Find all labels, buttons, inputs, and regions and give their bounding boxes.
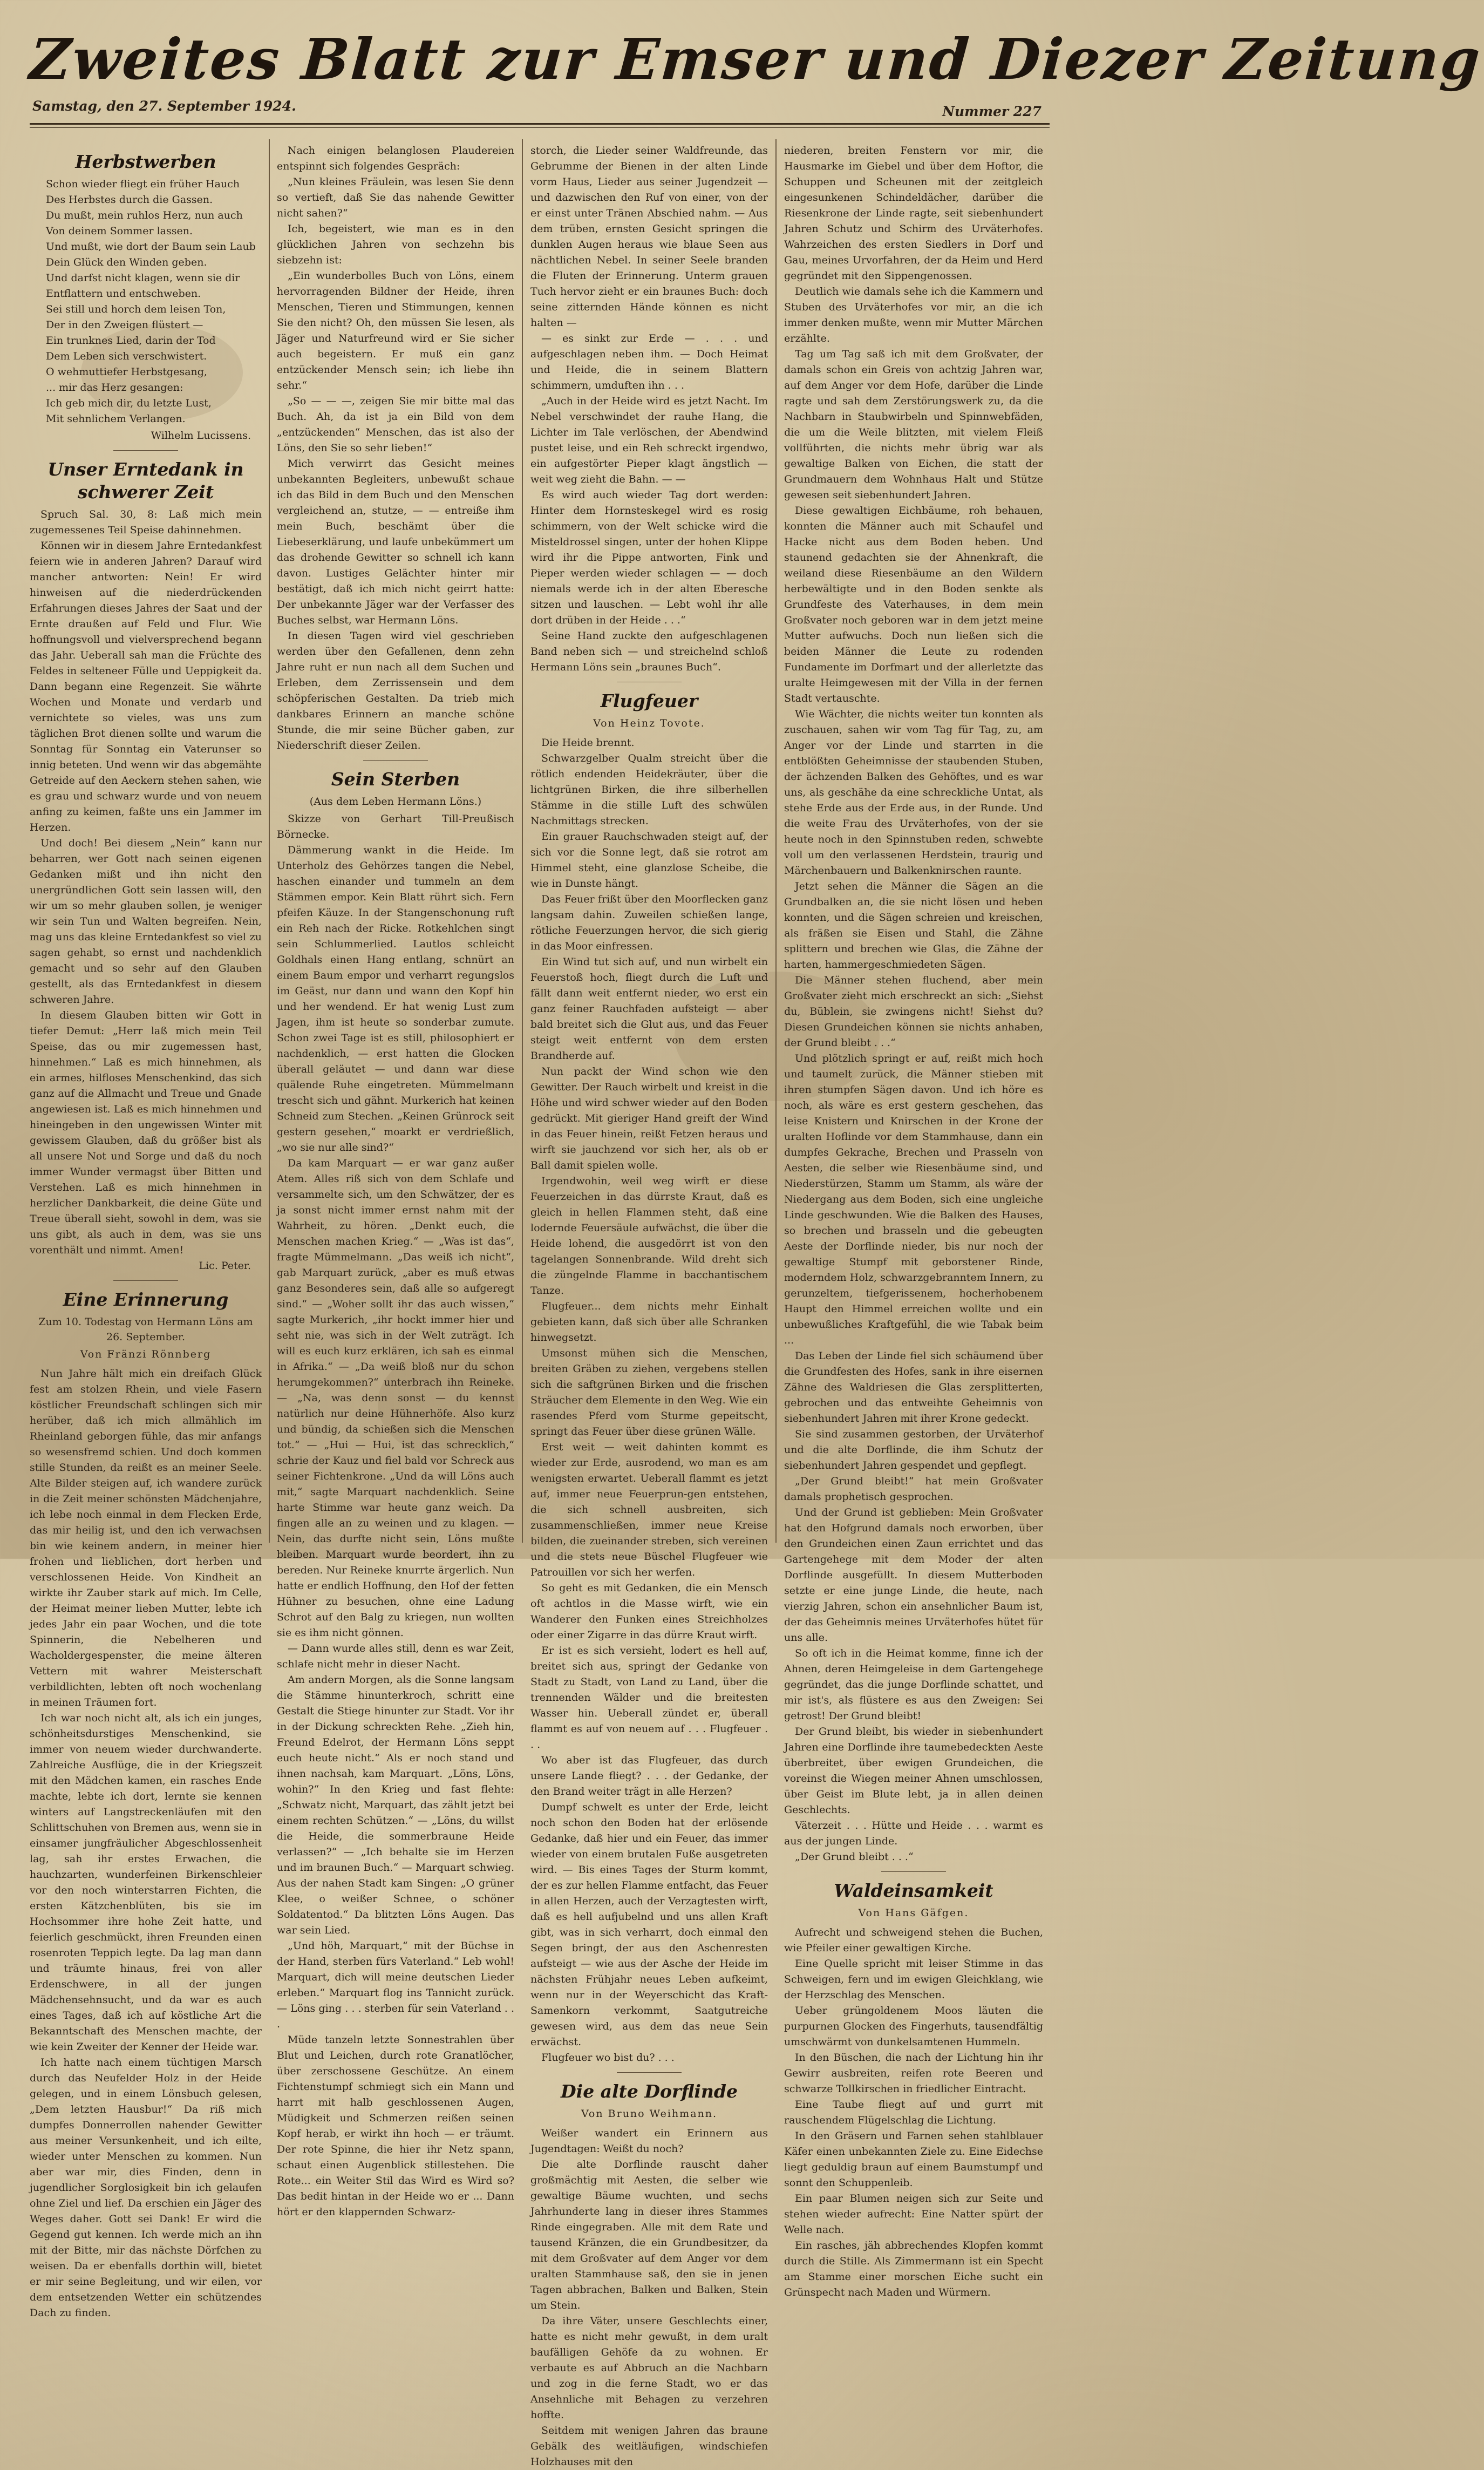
article-byline: Von Hans Gäfgen.: [858, 1907, 969, 1919]
article-paragraph: Und doch! Bei diesem „Nein“ kann nur beharren, wer Gott nach seinen eigenen Gedanken mißt und ihn nicht den unergründlichen Gott sein lassen will, den wir um so mehr glauben sollen, je weniger wir sein Tun und Walten begreifen. Nein, mag uns das kleine Erntedankfest so viel zu sagen gehabt, so ernst und nachdenklich gemacht und so sehr auf den Glauben gestellt, als das Erntedankfest in diesem schweren Jahre.: [30, 837, 262, 1006]
article-paragraph: „Der Grund bleibt . . .“: [795, 1851, 914, 1863]
poem-line: Dem Leben sich verschwistert.: [46, 350, 207, 362]
article-paragraph: „Ein wunderbolles Buch von Löns, einem hervorragenden Bildner der Heide, ihren Menschen, Tieren und Stimmungen, kennen Sie den nicht? Oh, den müssen Sie lesen, als Jäger und Naturfreund wird er Sie sicher auch begeistern. Er muß ein ganz entzückender Mensch sein; ich liebe ihn sehr.“: [277, 270, 514, 391]
poem-line: Mit sehnlichem Verlangen.: [46, 413, 186, 425]
article-paragraph: Und der Grund ist geblieben: Mein Großvater hat den Hofgrund damals noch erworben, über den Grundeichen einen Zaun errichtet und das Gartengehege mit dem Moder der alten Dorflinde ausgefüllt. In diesem Mutterboden setzte er eine junge Linde, die heute, nach vierzig Jahren, schon ein ansehnlicher Baum ist, der das Geheimnis meines Urväterhofes hütet für uns alle.: [784, 1507, 1043, 1644]
article-paragraph: Und plötzlich springt er auf, reißt mich hoch und taumelt zurück, die Männer stieben mit ihren stumpfen Sägen davon. Und ich höre es noch, als wäre es erst gestern geschehen, das leise Knistern und Knirschen in der Krone der uralten Hoflinde vor dem Stammhause, dann ein dumpfes Gekrache, Brechen und Prasseln von Aesten, die selber wie Riesenbäume sind, und Niederstürzen, Stamm um Stamm, als wäre der Niedergang aus dem Boden, sich eine ungleiche Linde geschwunden. Wie die Balken des Hauses, so brechen und brasseln und die gebeugten Aeste der Dorflinde nieder, bis nur noch der gewaltige Stumpf mit geborstener Rinde, moderndem Holz, schwarzgebranntem Innern, zu gerunzeltem, tiefgerissenem, hocherhobenem Haupt den Himmel erreichen wollte und ein unbewußliches Kraftgefühl, die wie Tabak beim ...: [784, 1053, 1043, 1346]
poem-line: Du mußt, mein ruhlos Herz, nun auch: [46, 209, 243, 221]
article-paragraph: Flugfeuer... dem nichts mehr Einhalt gebieten kann, daß sich über alle Schranken hinwegsetzt.: [530, 1300, 768, 1343]
article-subtitle: (Aus dem Leben Hermann Löns.): [309, 796, 482, 808]
section-separator: [113, 450, 178, 451]
article-paragraph: Ein paar Blumen neigen sich zur Seite und stehen wieder aufrecht: Eine Natter spürt der Welle nach.: [784, 2193, 1043, 2236]
article-paragraph: Flugfeuer wo bist du? . . .: [541, 2052, 675, 2064]
article-paragraph: „Nun kleines Fräulein, was lesen Sie denn so vertieft, daß Sie das nahende Gewitter nicht sahen?“: [277, 176, 514, 219]
article-paragraph: Er ist es sich versieht, lodert es hell auf, breitet sich aus, springt der Gedanke von Stadt zu Stadt, von Land zu Land, über die trennenden Wälder und die breitesten Wasser hin. Ueberall zündet er, überall flammt es auf von neuem auf . . . Flugfeuer . . .: [530, 1645, 768, 1750]
article-byline: Von Heinz Tovote.: [593, 717, 705, 729]
article-paragraph: Ueber grüngoldenem Moos läuten die purpurnen Glocken des Fingerhuts, tausendfältig umschwärmt von dunkelsamtenen Hummeln.: [784, 2005, 1043, 2048]
article-title-flugfeuer: Flugfeuer: [600, 690, 698, 711]
article-paragraph: Weißer wandert ein Erinnern aus Jugendtagen: Weißt du noch?: [530, 2127, 768, 2155]
article-paragraph: Nun Jahre hält mich ein dreifach Glück fest am stolzen Rhein, und viele Fasern köstlicher Freundschaft schlingen sich mir herüber, daß ich mich allmählich im Rheinland geborgen fühle, das mir anfangs so wesensfremd schien. Und doch kommen stille Stunden, da reißt es an meiner Seele. Alte Bilder steigen auf, ich wandere zurück in die Zeit meiner schönsten Mädchenjahre, ich lebe noch einmal in dem Flecken Erde, das mir heilig ist, und den ich verwachsen bin wie keinem andern, in meiner hier frohen und lieblichen, dort herben und verschlossenen Heide. Von Kindheit an wirkte ihr Zauber stark auf mich. Im Celle, der Heimat meiner lieben Mutter, lebte ich jedes Jahr ein paar Wochen, und die tote Spinnerin, die Nebelheren und Wacholdergespenster, die meine älteren Vettern mit wahrer Meisterschaft verbildlichten, lebten oft noch wochenlang in meinen Träumen fort.: [30, 1368, 262, 1708]
section-separator: [113, 1280, 178, 1281]
article-paragraph: Das Leben der Linde fiel sich schäumend über die Grundfesten des Hofes, sank in ihre eisernen Zähne des Waldriesen die Glas zersplitterten, gebrochen und das entweihte Geheimnis von siebenhundert Jahren mit ihrer Krone gedeckt.: [784, 1350, 1043, 1424]
poem-author: Wilhelm Lucissens.: [151, 430, 251, 442]
article-paragraph: So geht es mit Gedanken, die ein Mensch oft achtlos in die Masse wirft, wie ein Wanderer den Funken eines Streichholzes oder einer Zigarre in das dürre Kraut wirft.: [530, 1582, 768, 1641]
article-paragraph: In diesen Tagen wird viel geschrieben werden über den Gefallenen, denn zehn Jahre ruht er nun nach all dem Suchen und Erleben, dem Zerrissensein und dem schöpferischen Gestalten. Da trieb mich dankbares Erinnern an manche schöne Stunde, die mir seine Bücher gaben, zur Niederschrift dieser Zeilen.: [277, 630, 514, 751]
article-paragraph: Die alte Dorflinde rauscht daher großmächtig mit Aesten, die selber wie gewaltige Bäume wuchten, und sechs Jahrhunderte lang in dieser ihres Stammes Rinde eingegraben. Alle mit dem Rate und tausend Kränzen, die ein Grundbesitzer, da mit dem Großvater auf dem Anger vor dem uralten Stammhause saß, den sie in jenen Tagen abbrachen, Balken und Balken, Stein um Stein.: [530, 2159, 768, 2311]
article-paragraph: „So — — —, zeigen Sie mir bitte mal das Buch. Ah, da ist ja ein Bild von dem „entzückenden“ Menschen, das ist also der Löns, den Sie so sehr lieben!“: [277, 395, 514, 454]
article-paragraph: Am andern Morgen, als die Sonne langsam die Stämme hinunterkroch, schritt eine Gestalt die Stiege hinunter zur Stadt. Vor ihr in der Dickung schreckten Rehe. „Zieh hin, Freund Edelrot, der Hermann Löns seppt euch heute nicht.“ Als er noch stand und ihnen nachsah, kam Marquart. „Löns, Löns, wohin?“ In den Krieg und fast flehte: „Schwatz nicht, Marquart, das zählt jetzt bei einem rechten Schützen.“ — „Löns, du willst die Heide, die sommerbraune Heide verlassen?“ — „Ich behalte sie im Herzen und im braunen Buch.“ — Marquart schwieg. Aus der nahen Stadt kam Singen: „O grüner Klee, o weißer Schnee, o schöner Soldatentod.“ Da blitzten Löns Augen. Das war sein Lied.: [277, 1674, 514, 1936]
article-paragraph: — Dann wurde alles still, denn es war Zeit, schlafe nicht mehr in dieser Nacht.: [277, 1643, 514, 1670]
poem-line: Und darfst nicht klagen, wenn sie dir: [46, 272, 240, 284]
poem-line: Sei still und horch dem leisen Ton,: [46, 303, 226, 315]
article-paragraph: niederen, breiten Fenstern vor mir, die Hausmarke im Giebel und über dem Hoftor, die Schuppen und Scheunen mit der zeitgleich eingesunkenen Schindeldächer, darüber die Riesenkrone der Linde ragte, seit siebenhundert Jahren Schutz und Schirm des Urväterhofes. Wahrzeichen des ersten Siedlers in Dorf und Gau, meines Urvorfahren, der da Heim und Herd gegründet mit den Sippengenossen.: [784, 145, 1043, 282]
column-2: [277, 143, 514, 2218]
article-paragraph: Deutlich wie damals sehe ich die Kammern und Stuben des Urväterhofes vor mir, an die ich immer denken mußte, wenn mir Mutter Märchen erzählte.: [784, 286, 1043, 344]
article-paragraph: Aufrecht und schweigend stehen die Buchen, wie Pfeiler einer gewaltigen Kirche.: [784, 1926, 1043, 1954]
column-3: [530, 143, 768, 2468]
article-paragraph: Da ihre Väter, unsere Geschlechts einer, hatte es nicht mehr gewußt, in dem uralt baufälligen Gehöfe da zu wohnen. Er verbaute es auf Abbruch an die Nachbarn und zog in die ferne Stadt, wo er das Ansehnliche mit Behagen zu verzehren hoffte.: [530, 2315, 768, 2421]
article-paragraph: Dämmerung wankt in die Heide. Im Unterholz des Gehörzes tangen die Nebel, haschen einander und tummeln an dem Stämmen empor. Kein Blatt rührt sich. Fern pfeifen Käuze. In der Stangenschonung ruft ein Reh nach der Ricke. Rotkehlchen singt sein Schlummerlied. Lautlos schleicht Goldhals einen Hang entlang, schnürt an einem Baum empor und verharrt regungslos im Geäst, nur dann und wann den Kopf hin und her wendend. Er hat wenig Lust zum Jagen, ihm ist heute so sonderbar zumute. Schon zwei Tage ist es still, philosophiert er nachdenklich, — erst hatten die Glocken überall geläutet — und dann war diese quälende Ruhe eingetreten. Mümmelmann trescht sich und gähnt. Murkerich hat keinen Schneid zum Stechen. „Keinen Grünrock seit gestern gesehen,“ moarkt er verdrießlich, „wo sie nur alle sind?“: [277, 844, 514, 1153]
poem-line: Der in den Zweigen flüstert —: [46, 319, 203, 331]
section-separator: [617, 2072, 682, 2073]
article-paragraph: Ich, begeistert, wie man es in den glücklichen Jahren von sechzehn bis siebzehn ist:: [277, 223, 514, 266]
article-paragraph: „Und höh, Marquart,“ mit der Büchse in der Hand, sterben fürs Vaterland.“ Leb wohl! Marquart, dich will meine deutschen Lieder erleben.“ Marquart flog ins Tannicht zurück. — Löns ging . . . sterben für sein Vaterland . . .: [277, 1940, 514, 2030]
article-paragraph: In diesem Glauben bitten wir Gott in tiefer Demut: „Herr laß mich mein Teil Speise, das ou mir zugemessen hast, hinnehmen.“ Laß es mich hinnehmen, als ein armes, hilfloses Menschenkind, das sich ganz auf die Allmacht und Treue und Gnade angewiesen ist. Laß es mich hinnehmen und hineingeben in den ungewissen Winter mit gewissem Glauben, daß du größer bist als all unsere Not und Sorge und daß du noch immer Wunder vermagst über Bitten und Verstehen. Laß es mich hinnehmen in herzlicher Dankbarkeit, die deine Güte und Treue überall sieht, sowohl in dem, was sie uns gibt, als auch in dem, was sie uns vorenthält und nimmt. Amen!: [30, 1009, 262, 1256]
article-title-sterben: Sein Sterben: [331, 769, 460, 790]
article-paragraph: storch, die Lieder seiner Waldfreunde, das Gebrumme der Bienen in der alten Linde vorm Haus, Lieder aus seiner Jugendzeit — und dazwischen den Ruf von einer, von der er einst unter Tränen Abschied nahm. — Aus dem trüben, ernsten Gesicht springen die dunklen Augen heraus wie blaue Seen aus nächtlichen Nebel. In seiner Seele branden die Fluten der Erinnerung. Unterm grauen Tuch hervor zieht er ein braunes Buch: doch seine zitternden Hände können es nicht halten —: [530, 145, 768, 329]
poem-line: ... mir das Herz gesangen:: [46, 382, 183, 393]
poem-line: O wehmuttiefer Herbstgesang,: [46, 366, 207, 378]
article-paragraph: Die Männer stehen fluchend, aber mein Großvater zieht mich erschreckt an sich: „Siehst du, Büblein, sie zwingens nicht! Siehst du? Diesen Grundeichen können sie nichts anhaben, der Grund bleibt . . .“: [784, 974, 1043, 1049]
article-paragraph: Es wird auch wieder Tag dort werden: Hinter dem Hornsteskegel wird es rosig schimmern, von der Welt schicke wird die Misteldrossel singen, unter der hohen Klippe wird ihr die Pippe antworten, Fink und Pieper werden wieder schlagen — — doch niemals werde ich in der alten Eberesche sitzen und lauschen. — Lebt wohl ihr alle dort drüben in der Heide . . .“: [530, 489, 768, 626]
article-paragraph: In den Büschen, die nach der Lichtung hin ihr Gewirr ausbreiten, reifen rote Beeren und schwarze Tollkirschen in friedlicher Eintracht.: [784, 2052, 1043, 2095]
column-divider: [269, 139, 270, 1543]
poem-herbstwerben: [46, 177, 262, 427]
article-paragraph: Nach einigen belanglosen Plaudereien entspinnt sich folgendes Gespräch:: [277, 145, 514, 172]
poem-line: Schon wieder fliegt ein früher Hauch: [46, 178, 240, 190]
article-paragraph: Ein Wind tut sich auf, und nun wirbelt ein Feuerstoß hoch, fliegt durch die Luft und fällt dann weit entfernt nieder, wo erst ein ganz feiner Rauchfaden aufsteigt — aber bald breitet sich die Glut aus, und das Feuer steigt weit entfernt von dem ersten Brandherde auf.: [530, 956, 768, 1062]
article-paragraph: Ich hatte nach einem tüchtigen Marsch durch das Neufelder Holz in der Heide gelegen, und in einem Lönsbuch gelesen, „Dem letzten Hausbur!“ Da riß mich dumpfes Donnerrollen nahender Gewitter aus meiner Versunkenheit, und ich eilte, wieder unter Menschen zu kommen. Nun aber war mir, dies Finden, denn in jugendlicher Sorglosigkeit bin ich gelaufen ohne Ziel und lief. Da erschien ein Jäger des Weges daher. Gott sei Dank! Er wird die Gegend gut kennen. Ich werde mich an ihn mit der Bitte, mir das nächste Dörfchen zu weisen. Da er ebenfalls dorthin will, bietet er mir seine Begleitung, und wir eilen, vor dem entsetzenden Wetter ein schützendes Dach zu finden.: [30, 2057, 262, 2319]
article-paragraph: „Auch in der Heide wird es jetzt Nacht. Im Nebel verschwindet der rauhe Hang, die Lichter im Tale verlöschen, der Abendwind pustet leise, und ein Reh schreckt irgendwo, ein aufgestörter Pieper klagt ängstlich — weit weg zieht die Bahn. — —: [530, 395, 768, 485]
article-byline: Von Fränzi Rönnberg: [80, 1348, 212, 1360]
poem-line: Ich geb mich dir, du letzte Lust,: [46, 397, 212, 409]
article-paragraph: Mich verwirrt das Gesicht meines unbekannten Begleiters, unbewußt schaue ich das Bild in dem Buch und den Menschen vergleichend an, stutze, — — entreiße ihm mein Buch, beschämt über die Liebeserklärung, und laufe unbekümmert um das drohende Gewitter so schnell ich kann davon. Lustiges Gelächter hinter mir bestätigt, daß ich mich nicht geirrt hatte: Der unbekannte Jäger war der Verfasser des Buches selbst, war Hermann Löns.: [277, 458, 514, 626]
poem-line: Und mußt, wie dort der Baum sein Laub: [46, 241, 256, 253]
poem-line: Dein Glück den Winden geben.: [46, 256, 207, 268]
article-byline: Von Bruno Weihmann.: [581, 2108, 718, 2120]
article-paragraph: Irgendwohin, weil weg wirft er diese Feuerzeichen in das dürrste Kraut, daß es gleich in hellen Flammen steht, daß eine lodernde Feuersäule aufwächst, die über die Heide lohend, die ausgedörrt ist von den tagelangen Sonnenbrande. Wild dreht sich die züngelnde Flamme in bacchantischem Tanze.: [530, 1175, 768, 1297]
article-paragraph: Der Grund bleibt, bis wieder in siebenhundert Jahren eine Dorflinde ihre taumebedeckten Aeste überbreitet, über ewigen Grundeichen, die voreinst die Wiegen meiner Ahnen umschlossen, über Geist im Blute lebt, ja in allen deinen Geschlechts.: [784, 1726, 1043, 1816]
article-paragraph: Ein rasches, jäh abbrechendes Klopfen kommt durch die Stille. Als Zimmermann ist ein Specht am Stamme einer morschen Eiche sucht ein Grünspecht nach Maden und Würmern.: [784, 2240, 1043, 2298]
article-paragraph: Väterzeit . . . Hütte und Heide . . . warmt es aus der jungen Linde.: [784, 1820, 1043, 1847]
article-title-erinnerung: Eine Erinnerung: [63, 1289, 229, 1310]
article-paragraph: Müde tanzeln letzte Sonnestrahlen über Blut und Leichen, durch rote Granatlöcher, über zerschossene Geschütze. An einem Fichtenstumpf schmiegt sich ein Mann und harrt mit halb geschlossenen Augen, Müdigkeit und Schmerzen reißen seinen Kopf herab, er wirkt ihn hoch — er träumt. Der rote Spinne, die hier ihr Netz spann, schaut einen Augenblick stillestehen. Die Rote... ein Weiter Stil das Wird es Wird so? Das bedit hintan in der Heide wo er ... Dann hört er den klappernden Schwarz-: [277, 2034, 514, 2218]
article-paragraph: Die Heide brennt.: [541, 737, 635, 749]
article-paragraph: Ich war noch nicht alt, als ich ein junges, schönheitsdurstiges Menschenkind, sie immer von neuem wieder durchwanderte. Zahlreiche Ausflüge, die in der Kriegszeit mit den Mädchen kamen, ein rasches Ende machte, lebte ich dort, lernte sie kennen winters auf Langstreckenläufen mit den Schlittschuhen von Bremen aus, wenn sie in einsamer jungfräulicher Abgeschlossenheit lag, sah ihr erstes Erwachen, die hauchzarten, wunderfeinen Birkenschleier vor den noch winterstarren Fichten, die ersten Kätzchenblüten, bis sie im Hochsommer ihre hohe Zeit hatte, und feierlich geschmückt, ihren Freunden einen rosenroten Teppich legte. Da lag man dann und träumte hinaus, frei von aller Erdenschwere, in all der jungen Mädchensehnsucht, und da war es auch eines Tages, daß ich auf köstliche Art die Bekanntschaft des Menschen machte, der wie kein Zweiter der Kenner der Heide war.: [30, 1712, 262, 2053]
column-1: [30, 143, 262, 2319]
issue-number: Nummer 227: [942, 104, 1041, 119]
section-separator: [363, 760, 428, 761]
article-title-herbstwerben: Herbstwerben: [75, 151, 216, 172]
article-paragraph: Spruch Sal. 30, 8: Laß mich mein zugemessenes Teil Speise dahinnehmen.: [30, 508, 262, 536]
article-paragraph: Erst weit — weit dahinten kommt es wieder zur Erde, ausrodend, wo man es am wenigsten erwartet. Ueberall flammt es jetzt auf, immer neue Feuerprun-gen entstehen, die sich schnell ausbreiten, sich zusammenschließen, immer neue Kreise bilden, die zueinander streben, sich vereinen und die stets neue Büschel Flugfeuer wie Patrouillen vor sich her werfen.: [530, 1441, 768, 1578]
article-paragraph: — es sinkt zur Erde — . . . und aufgeschlagen neben ihm. — Doch Heimat und Heide, die in seinem Blattern schimmern, umduften ihn . . .: [530, 332, 768, 391]
article-subtitle: Zum 10. Todestag von Hermann Löns am 26. September.: [38, 1316, 253, 1343]
masthead-rule: [30, 123, 1050, 125]
article-paragraph: Seitdem mit wenigen Jahren das braune Gebälk des weitläufigen, windschiefen Holzhauses mit den: [530, 2425, 768, 2468]
article-paragraph: Tag um Tag saß ich mit dem Großvater, der damals schon ein Greis von achtzig Jahren war, auf dem Anger vor dem Hofe, darüber die Linde ragte und sah dem Zerstörungswerk zu, da die Nachbarn in Staubwirbeln und Spinnwebfäden, die um die Weile blitzten, mit vielem Fleiß vollführten, die nichts mehr übrig war als gewaltige Balken von Eichen, die statt der Grundmauern dem Wohnhaus Halt und Stütze gewesen seit siebenhundert Jahren.: [784, 348, 1043, 501]
column-4: [784, 143, 1043, 2298]
masthead-title: Zweites Blatt zur Emser und Diezer Zeitung: [28, 26, 1484, 92]
column-divider: [775, 139, 777, 1543]
poem-line: Des Herbstes durch die Gassen.: [46, 194, 213, 206]
section-separator: [881, 1871, 946, 1872]
article-paragraph: Eine Taube fliegt auf und gurrt mit rauschendem Flügelschlag die Lichtung.: [784, 2099, 1043, 2126]
article-paragraph: Sie sind zusammen gestorben, der Urväterhof und die alte Dorflinde, die ihm Schutz der siebenhundert Jahren gespendet und gepflegt.: [784, 1428, 1043, 1471]
article-paragraph: Da kam Marquart — er war ganz außer Atem. Alles riß sich von dem Schlafe und versammelte sich, um den Schwätzer, der es ja sonst nicht immer ernst nahm mit der Wahrheit, zu hören. „Denkt euch, die Menschen machen Krieg.“ — „Was ist das“, fragte Mümmelmann. „Das weiß ich nicht“, gab Marquart zurück, „aber es muß etwas ganz Besonderes sein, daß alle so aufgeregt sind.“ — „Woher sollt ihr das auch wissen,“ sagte Murkerich, „ihr hockt immer hier und seht nie, was sich in der Welt zuträgt. Ich will es euch kurz erklären, ich sah es einmal in Afrika.“ — „Da weiß bloß nur du schon herumgekommen?“ unterbrach ihn Reineke. — „Na, was denn sonst — du kennst natürlich nur deine Hühnerhöfe. Also kurz und bündig, da schießen sich die Menschen tot.“ — „Hui — Hui, ist das schrecklich,“ schrie der Kauz und fiel bald vor Schreck aus seiner Fichtenkrone. „Und da will Löns auch mit,“ sagte Marquart nachdenklich. Seine harte Stimme war heute ganz weich. Da fingen alle an zu weinen und zu klagen. — Nein, das durfte nicht sein, Löns mußte bleiben. Marquart wurde beordert, ihn zu bereden. Nur Reineke knurrte ärgerlich. Nun hatte er endlich Hoffnung, den Hof der fetten Hühner zu besuchen, ohne eine Ladung Schrot auf den Balg zu kriegen, nun wollten sie es ihm nicht gönnen.: [277, 1157, 514, 1639]
article-title-waldeinsamkeit: Waldeinsamkeit: [834, 1880, 993, 1901]
article-paragraph: Diese gewaltigen Eichbäume, roh behauen, konnten die Männer auch mit Schaufel und Hacke nicht aus dem Boden heben. Und staunend gedachten sie der Ahnenkraft, die weiland diese Riesenbäume an den Wildern herbewältigte und in den Boden senkte als Grundfeste des Vaterhauses, in dem mein Großvater noch geboren war in dem jetzt meine Mutter aufwuchs. Doch nun ließen sich die beiden Männer die Leute zu rodenden Fundamente im Dorfmart und der allerletzte das uralte Heimgewesen mit der Villa in der fernen Stadt vertauschte.: [784, 505, 1043, 704]
article-paragraph: Das Feuer frißt über den Moorflecken ganz langsam dahin. Zuweilen schießen lange, rötliche Feuerzungen hervor, die sich gierig in das Moor einfressen.: [530, 893, 768, 952]
article-paragraph: Nun packt der Wind schon wie den Gewitter. Der Rauch wirbelt und kreist in die Höhe und wird schwer wieder auf den Boden gedrückt. Mit gieriger Hand greift der Wind in das Feuer hinein, reißt Fetzen heraus und wirft sie jauchzend vor sich her, als ob er Ball damit spielen wolle.: [530, 1066, 768, 1171]
article-title-dorflinde: Die alte Dorflinde: [561, 2081, 738, 2102]
article-paragraph: Skizze von Gerhart Till-Preußisch Börnecke.: [277, 813, 514, 840]
article-paragraph: In den Gräsern und Farnen sehen stahlblauer Käfer einen unbekannten Ziele zu. Eine Eidechse liegt geduldig braun auf einem Baumstumpf und sonnt den Schuppenleib.: [784, 2130, 1043, 2189]
column-divider: [522, 139, 523, 1543]
article-author: Lic. Peter.: [199, 1260, 251, 1272]
article-paragraph: Dumpf schwelt es unter der Erde, leicht noch schon den Boden hat der erlösende Gedanke, daß hier und ein Feuer, das immer wieder von einem brutalen Fuße ausgetreten wird. — Bis eines Tages der Sturm kommt, der es zur hellen Flamme entfacht, das Feuer in allen Herzen, auch der Verzagtesten wirft, daß es hell aufjubelnd und uns allen Kraft gibt, was in sich verharrt, doch einmal den Segen bringt, der aus den Aschenresten aufsteigt — wie aus der Asche der Heide im nächsten Frühjahr neues Leben aufkeimt, wenn nur in der Weyerschicht das Kraft-Samenkorn verkommt, Saatgutreiche gewesen wird, aus dem das neue Sein erwächst.: [530, 1801, 768, 2048]
article-paragraph: Seine Hand zuckte den aufgeschlagenen Band neben sich — und streichelnd schloß Hermann Löns sein „braunes Buch“.: [530, 630, 768, 673]
article-title-erntedank: Unser Erntedank in schwerer Zeit: [47, 459, 244, 503]
poem-line: Entflattern und entschweben.: [46, 288, 201, 300]
article-paragraph: Eine Quelle spricht mit leiser Stimme in das Schweigen, fern und im ewigen Gleichklang, wie der Herzschlag des Menschen.: [784, 1958, 1043, 2001]
article-paragraph: Können wir in diesem Jahre Erntedankfest feiern wie in anderen Jahren? Darauf wird mancher antworten: Nein! Er wird hinweisen auf die niederdrückenden Erfahrungen dieses Jahres der Saat und der Ernte draußen auf Feld und Flur. Wie hoffnungsvoll und vielversprechend begann das Jahr. Ueberall sah man die Früchte des Feldes in selteneer Fülle und Ueppigkeit da. Dann begann eine Regenzeit. Sie währte Wochen und Monate und verdarb und vernichtete so vieles, was uns zum täglichen Brot dienen sollte und warum die Sonntag für Sonntag ein Vaterunser so innig beteten. Und wenn wir das abgemähte Getreide auf den Aeckern stehen sahen, wie es grau und schwarz wurde und von neuem anfing zu keimen, faßte uns ein Jammer im Herzen.: [30, 540, 262, 833]
article-paragraph: So oft ich in die Heimat komme, finne ich der Ahnen, deren Heimgeleise in dem Gartengehege gegründet, das die junge Dorflinde schattet, und mir ist's, als flüstere es aus den Zweigen: Sei getrost! Der Grund bleibt!: [784, 1647, 1043, 1722]
masthead-rule-thin: [30, 127, 1050, 128]
article-paragraph: Wo aber ist das Flugfeuer, das durch unsere Lande fliegt? . . . der Gedanke, der den Brand weiter trägt in alle Herzen?: [530, 1754, 768, 1797]
article-paragraph: Jetzt sehen die Männer die Sägen an die Grundbalken an, die sie nicht lösen und heben konnten, und die Sägen schreien und kreischen, als fräßen sie Eisen und Stahl, die Zähne splittern und brechen wie Glas, die Zähne der harten, hammergeschmiedeten Sägen.: [784, 880, 1043, 971]
article-paragraph: Umsonst mühen sich die Menschen, breiten Gräben zu ziehen, vergebens stellen sich die saftgrünen Birken und die frischen Sträucher dem Elemente in den Weg. Wie ein rasendes Pferd vom Sturme gepeitscht, springt das Feuer über diese grünen Wälle.: [530, 1347, 768, 1437]
poem-line: Von deinem Sommer lassen.: [46, 225, 193, 237]
issue-date: Samstag, den 27. September 1924.: [32, 98, 296, 114]
article-paragraph: „Der Grund bleibt!“ hat mein Großvater damals prophetisch gesprochen.: [784, 1475, 1043, 1503]
article-paragraph: Wie Wächter, die nichts weiter tun konnten als zuschauen, sahen wir vom Tag für Tag, zu, am Anger vor der Linde und starrten in die entblößten Geheimnisse der staubenden Stuben, der ächzenden Balken des Gehöftes, und es war uns, als geschähe da eine schreckliche Untat, als stehe Erde aus der Erde aus, in der Runde. Und die weite Frau des Urväterhofes, von der sie heute noch in den Spinnstuben reden, schwebte voll um den verlassenen Herdstein, traurig und Märchenbauern und Balkenknirschen raunte.: [784, 708, 1043, 877]
article-paragraph: Ein grauer Rauchschwaden steigt auf, der sich vor die Sonne legt, daß sie rotrot am Himmel steht, eine glanzlose Scheibe, die wie in Dunste hängt.: [530, 831, 768, 890]
poem-line: Ein trunknes Lied, darin der Tod: [46, 335, 216, 347]
article-paragraph: Schwarzgelber Qualm streicht über die rötlich endenden Heidekräuter, über die lichtgrünen Birken, die ihre silberhellen Stämme in die stille Luft des schwülen Nachmittags strecken.: [530, 752, 768, 827]
